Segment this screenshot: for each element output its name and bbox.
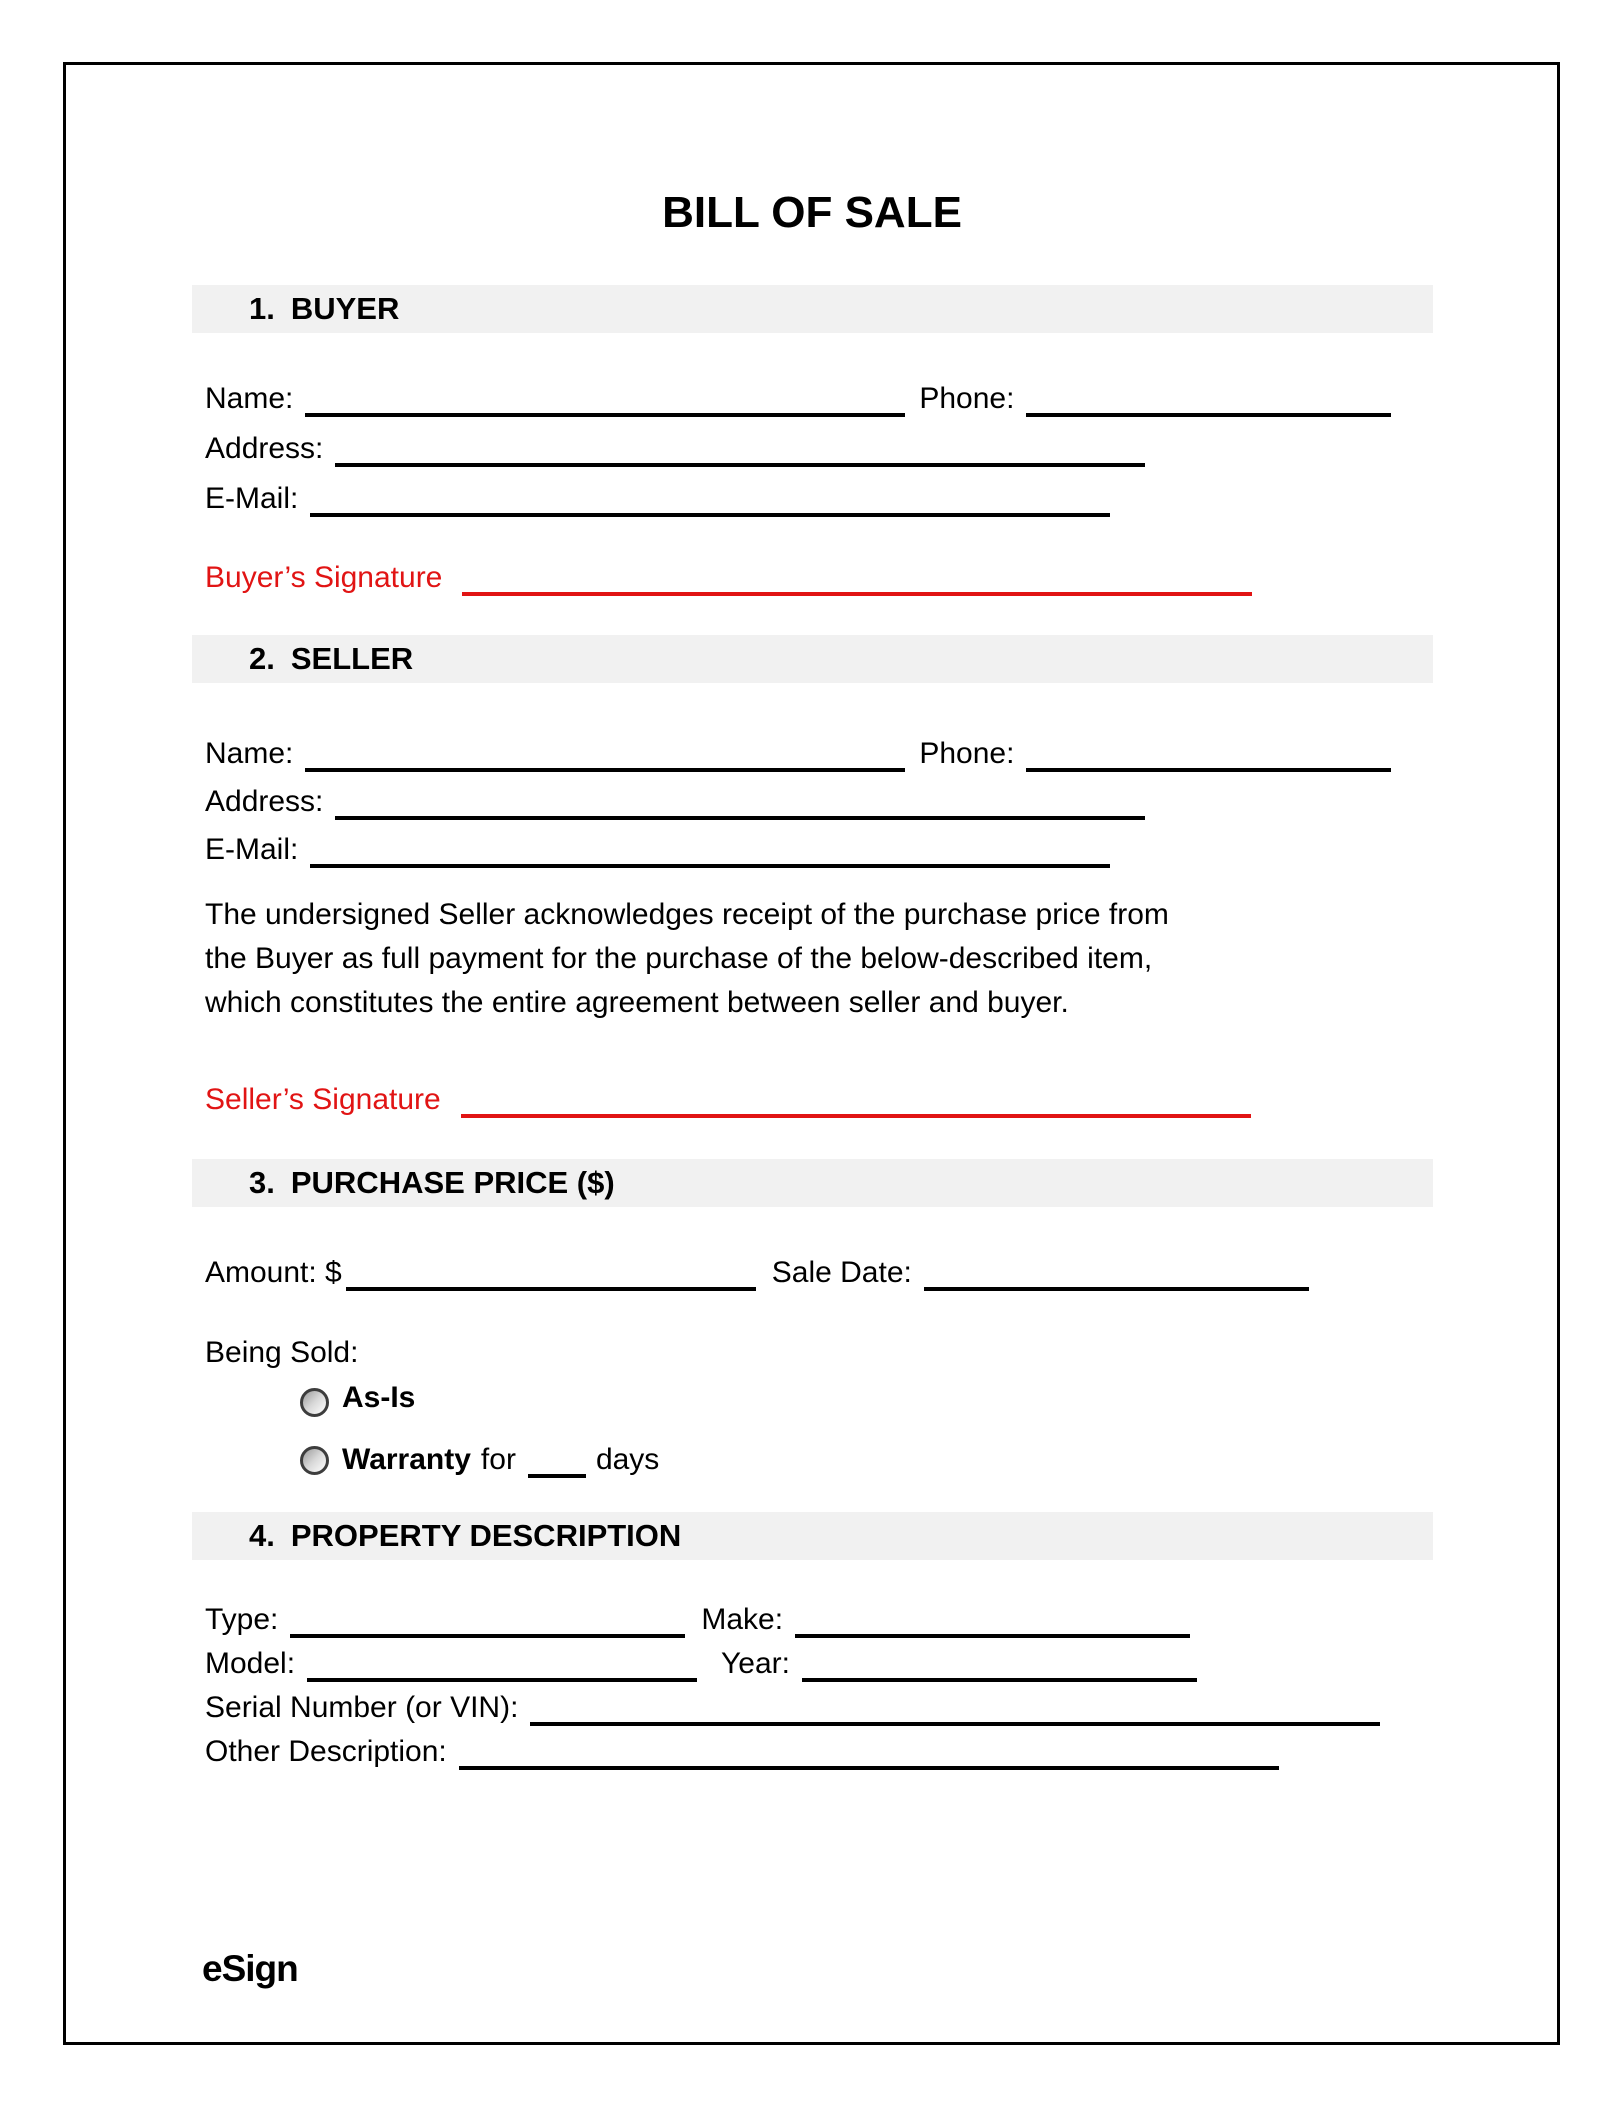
seller-name-blank bbox=[305, 738, 905, 772]
serial-blank bbox=[530, 1692, 1380, 1726]
document-title: BILL OF SALE bbox=[662, 188, 962, 237]
acknowledgment-line: which constitutes the entire agreement between seller and buyer. bbox=[205, 986, 1069, 1019]
section-number: 3. bbox=[249, 1165, 275, 1200]
seller-signature-blank bbox=[461, 1084, 1251, 1118]
buyer-phone-label: Phone: bbox=[919, 382, 1015, 415]
make-blank bbox=[795, 1604, 1190, 1638]
buyer-signature-label: Buyer’s Signature bbox=[205, 561, 443, 594]
section-header-buyer bbox=[192, 285, 1433, 333]
warranty-days-blank bbox=[528, 1444, 586, 1478]
model-blank bbox=[307, 1648, 697, 1682]
buyer-name-row bbox=[205, 374, 1391, 416]
buyer-email-blank bbox=[310, 483, 1110, 517]
model-label: Model: bbox=[205, 1647, 296, 1680]
section-header-seller bbox=[192, 635, 1433, 683]
section-number: 2. bbox=[249, 641, 275, 676]
buyer-signature-row bbox=[205, 553, 1252, 595]
section-number: 4. bbox=[249, 1518, 275, 1553]
type-blank bbox=[290, 1604, 685, 1638]
warranty-for-text: for bbox=[480, 1443, 516, 1476]
as-is-label: As-Is bbox=[342, 1381, 416, 1414]
amount-label: Amount: $ bbox=[205, 1256, 342, 1289]
seller-name-label: Name: bbox=[205, 737, 294, 770]
property-model-row bbox=[205, 1639, 1197, 1681]
seller-address-row bbox=[205, 777, 1145, 819]
acknowledgment-line: the Buyer as full payment for the purchase of the below-described item, bbox=[205, 942, 1153, 975]
warranty-radio[interactable] bbox=[300, 1446, 329, 1475]
amount-blank bbox=[346, 1257, 756, 1291]
seller-address-label: Address: bbox=[205, 785, 324, 818]
amount-row bbox=[205, 1248, 1309, 1290]
buyer-email-label: E-Mail: bbox=[205, 482, 299, 515]
sale-date-blank bbox=[924, 1257, 1309, 1291]
buyer-signature-blank bbox=[462, 562, 1252, 596]
section-title: BUYER bbox=[290, 291, 400, 326]
section-title: PURCHASE PRICE ($) bbox=[290, 1165, 615, 1200]
other-description-blank bbox=[459, 1736, 1279, 1770]
property-serial-row bbox=[205, 1683, 1380, 1725]
type-label: Type: bbox=[205, 1603, 279, 1636]
property-type-row bbox=[205, 1595, 1190, 1637]
seller-signature-label: Seller’s Signature bbox=[205, 1083, 441, 1116]
warranty-label: Warranty bbox=[342, 1443, 471, 1476]
seller-email-blank bbox=[310, 834, 1110, 868]
seller-acknowledgment-text bbox=[205, 893, 1475, 1025]
year-blank bbox=[802, 1648, 1197, 1682]
seller-name-row bbox=[205, 729, 1391, 771]
buyer-phone-blank bbox=[1026, 383, 1391, 417]
other-description-label: Other Description: bbox=[205, 1735, 447, 1768]
buyer-address-blank bbox=[335, 433, 1145, 467]
year-label: Year: bbox=[721, 1647, 790, 1680]
as-is-radio[interactable] bbox=[300, 1388, 329, 1417]
property-other-row bbox=[205, 1727, 1279, 1769]
seller-email-label: E-Mail: bbox=[205, 833, 299, 866]
seller-phone-label: Phone: bbox=[919, 737, 1015, 770]
sale-date-label: Sale Date: bbox=[771, 1256, 912, 1289]
section-title: PROPERTY DESCRIPTION bbox=[290, 1518, 682, 1553]
buyer-name-blank bbox=[305, 383, 905, 417]
warranty-days-text: days bbox=[595, 1443, 660, 1476]
seller-address-blank bbox=[335, 786, 1145, 820]
esign-logo: eSign bbox=[202, 1948, 298, 1989]
buyer-address-row bbox=[205, 424, 1145, 466]
seller-signature-row bbox=[205, 1075, 1251, 1117]
buyer-address-label: Address: bbox=[205, 432, 324, 465]
buyer-name-label: Name: bbox=[205, 382, 294, 415]
section-header-purchase-price bbox=[192, 1159, 1433, 1207]
buyer-email-row bbox=[205, 474, 1110, 516]
seller-email-row bbox=[205, 825, 1110, 867]
being-sold-label-row bbox=[205, 1336, 358, 1370]
serial-label: Serial Number (or VIN): bbox=[205, 1691, 519, 1724]
being-sold-label: Being Sold: bbox=[205, 1336, 359, 1369]
make-label: Make: bbox=[701, 1603, 784, 1636]
section-number: 1. bbox=[249, 291, 275, 326]
section-title: SELLER bbox=[290, 641, 414, 676]
as-is-option-row bbox=[300, 1381, 415, 1415]
seller-phone-blank bbox=[1026, 738, 1391, 772]
section-header-property-description bbox=[192, 1512, 1433, 1560]
warranty-option-row bbox=[300, 1435, 659, 1477]
acknowledgment-line: The undersigned Seller acknowledges receipt of the purchase price from bbox=[205, 898, 1169, 931]
